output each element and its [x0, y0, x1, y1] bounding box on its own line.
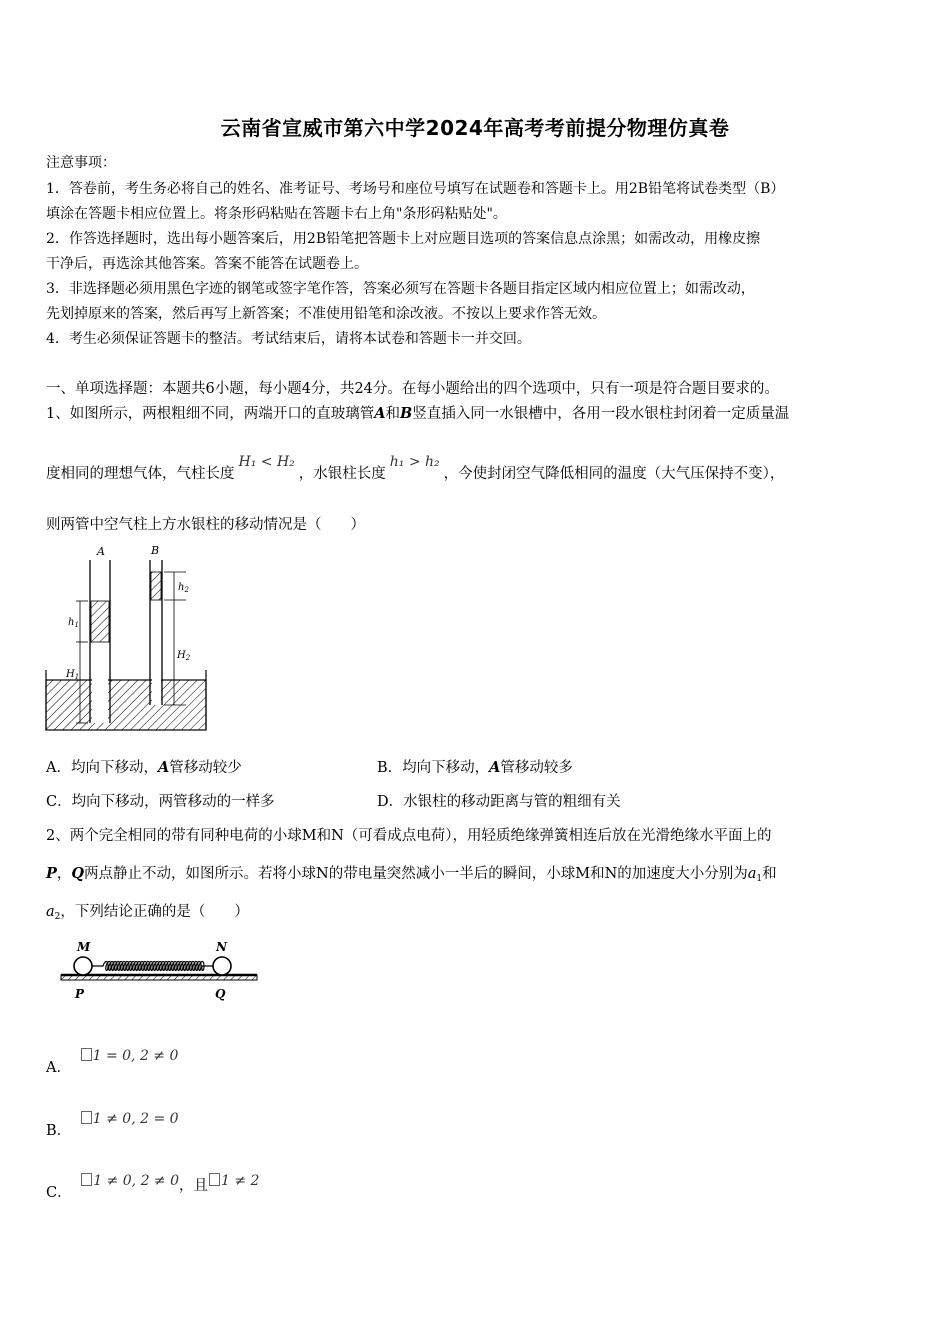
h2-label: $h_2$ [178, 582, 189, 594]
q1-text-cont: 竖直插入同一水银槽中，各用一段水银柱封闭着一定质量温 [412, 406, 790, 422]
q1-option-a[interactable] [46, 756, 242, 777]
label-n: N [216, 940, 227, 954]
q1-option-b[interactable] [377, 756, 573, 777]
figure-label-a: A [97, 545, 105, 558]
ball-m [74, 957, 92, 975]
q2-option-b[interactable] [46, 1110, 179, 1139]
q1-tube-figure [40, 540, 215, 735]
q2-option-b-formula [80, 1111, 179, 1127]
q2-option-a[interactable] [46, 1047, 179, 1076]
figure-label-b: B [151, 544, 160, 557]
q1-text-2c: ，今使封闭空气降低相同的温度（大气压保持不变）， [443, 466, 785, 482]
q2-option-b-label: B． [46, 1123, 72, 1139]
q1-option-b-text-2: 管移动较多 [500, 760, 573, 776]
q1-option-c[interactable]: C．均向下移动，两管移动的一样多 [46, 794, 275, 810]
q1-line-2 [46, 454, 785, 483]
q1-text: 1、如图所示，两根粗细不同，两端开口的直玻璃管 [46, 406, 375, 422]
label-m: M [77, 940, 91, 954]
notice-line-1: 1．答卷前，考生务必将自己的姓名、准考证号、考场号和座位号填写在试题卷和答题卡上。用2B铅笔将试卷类型（B） [46, 181, 785, 197]
missing-glyph-icon [81, 1048, 92, 1061]
notice-line-6: 先划掉原来的答案，然后再写上新答案；不准使用铅笔和涂改液。不按以上要求作答无效。 [46, 306, 606, 322]
q1-option-a-text: A．均向下移动， [46, 760, 158, 776]
q2-and: 和 [762, 866, 777, 882]
notice-heading: 注意事项： [46, 155, 116, 171]
q1-option-b-tube: A [489, 759, 501, 776]
q1-option-a-text-2: 管移动较少 [169, 760, 242, 776]
q2-line-3 [46, 900, 249, 922]
page-title: 云南省宣威市第六中学2024年高考考前提分物理仿真卷 [220, 116, 730, 140]
spring [92, 962, 213, 971]
q1-formula-h: h₁ > h₂ [389, 454, 440, 470]
q1-formula-H: H₁ < H₂ [238, 454, 295, 470]
q1-tube-b: B [400, 405, 413, 422]
q2-point-q: Q [71, 865, 85, 882]
q1-text-2a: 度相同的理想气体，气柱长度 [46, 466, 235, 482]
notice-line-3: 2．作答选择题时，选出每小题答案后，用2B铅笔把答题卡上对应题目选项的答案信息点涂黑；如需改动，用橡皮擦 [46, 231, 761, 247]
q1-option-b-text: B．均向下移动， [377, 760, 490, 776]
q2-a1-sub: 1 [756, 874, 763, 884]
notice-line-5: 3．非选择题必须用黑色字迹的钢笔或签字笔作答，答案必须写在答题卡各题目指定区域内相应位置上；如需改动， [46, 281, 755, 297]
q2-point-p: P [46, 865, 57, 882]
missing-glyph-icon [81, 1173, 92, 1186]
label-p: P [75, 987, 85, 1001]
q2-line-1: 2、两个完全相同的带有同种电荷的小球M和N（可看成点电荷），用轻质绝缘弹簧相连后放在光滑绝缘水平面上的 [46, 828, 772, 844]
notice-line-7: 4．考生必须保证答题卡的整洁。考试结束后，请将本试卷和答题卡一并交回。 [46, 331, 531, 347]
missing-glyph-icon [81, 1111, 92, 1124]
q2-option-c-label: C． [46, 1185, 72, 1201]
q1-option-a-tube: A [157, 759, 170, 776]
tube-b-mercury-column [151, 572, 161, 600]
q2-option-a-formula [80, 1048, 179, 1064]
missing-glyph-icon [209, 1173, 220, 1186]
q1-and: 和 [385, 406, 400, 422]
q2-option-b-formula-text: 1 ≠ 0, 2 = 0 [92, 1111, 179, 1127]
q1-tube-a: A [374, 405, 386, 422]
ball-n [213, 957, 231, 975]
q2-a2: a [46, 904, 55, 920]
q2-line-2 [46, 862, 777, 884]
q2-option-c-formula-2 [208, 1173, 259, 1189]
q2-line-3-text: ，下列结论正确的是（ ） [60, 904, 249, 920]
q2-option-c-formula-2-text: 1 ≠ 2 [221, 1173, 260, 1189]
h1-label: $h_1$ [68, 617, 79, 629]
q1-line-1 [46, 402, 789, 423]
notice-line-2: 填涂在答题卡相应位置上。将条形码粘贴在答题卡右上角"条形码粘贴处"。 [46, 206, 507, 222]
H2-label: $H_2$ [177, 650, 191, 662]
q2-spring-figure [55, 936, 265, 1006]
q2-a2-sub: 2 [54, 912, 61, 922]
q1-text-2b: ，水银柱长度 [298, 466, 386, 482]
label-q: Q [215, 987, 226, 1001]
q2-comma: ， [56, 866, 72, 882]
q2-option-c-formula [80, 1173, 179, 1189]
H1-label: $H_1$ [66, 669, 80, 681]
q1-option-d[interactable]: D．水银柱的移动距离与管的粗细有关 [377, 794, 621, 810]
section-heading: 一、单项选择题：本题共6小题，每小题4分，共24分。在每小题给出的四个选项中，只有一项是符合题目要求的。 [46, 381, 779, 397]
q2-option-c[interactable] [46, 1172, 260, 1201]
q2-option-a-formula-text: 1 = 0, 2 ≠ 0 [92, 1048, 179, 1064]
q2-a1: a [747, 866, 757, 882]
q2-option-c-mid: ，且 [179, 1178, 209, 1194]
q2-option-c-formula-text: 1 ≠ 0, 2 ≠ 0 [93, 1173, 180, 1189]
q2-option-a-label: A． [46, 1060, 71, 1076]
q2-line-2-text: 两点静止不动，如图所示。若将小球N的带电量突然减小一半后的瞬间，小球M和N的加速度大小分别为 [84, 866, 748, 882]
q1-line-3: 则两管中空气柱上方水银柱的移动情况是（ ） [46, 517, 365, 533]
tube-a-mercury-column [91, 601, 109, 642]
notice-line-4: 干净后，再选涂其他答案。答案不能答在试题卷上。 [46, 256, 368, 272]
